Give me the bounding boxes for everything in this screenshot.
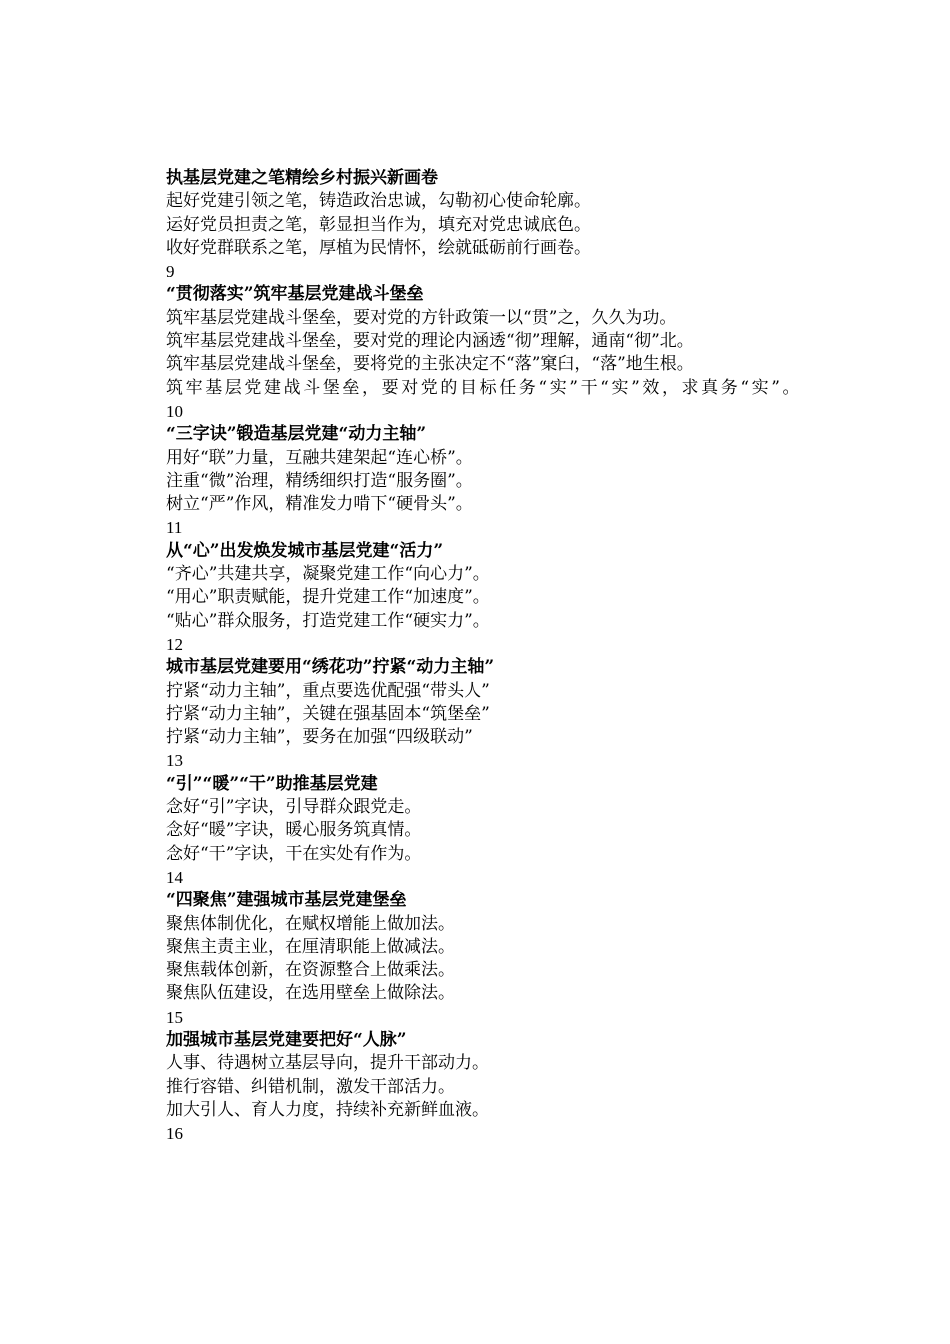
section-title: 城市基层党建要用“绣花功”拧紧“动力主轴” bbox=[166, 657, 495, 678]
section-line: 念好“引”字诀，引导群众跟党走。 bbox=[166, 797, 422, 818]
section-line: 筑牢基层党建战斗堡垒，要对党的理论内涵透“彻”理解，通南“彻”北。 bbox=[166, 331, 694, 352]
section-line: 起好党建引领之笔，铸造政治忠诚，勾勒初心使命轮廓。 bbox=[166, 191, 591, 212]
section-line: 聚焦体制优化，在赋权增能上做加法。 bbox=[166, 913, 455, 934]
section-line: 拧紧“动力主轴”，重点要选优配强“带头人” bbox=[166, 680, 490, 701]
section-title: 执基层党建之笔精绘乡村振兴新画卷 bbox=[166, 168, 438, 188]
section-line: “贴心”群众服务，打造党建工作“硬实力”。 bbox=[166, 610, 490, 631]
section-line: 加大引人、育人力度，持续补充新鲜血液。 bbox=[166, 1099, 489, 1120]
section-title: 加强城市基层党建要把好“人脉” bbox=[166, 1029, 407, 1050]
section-line: 念好“暖”字诀，暖心服务筑真情。 bbox=[166, 820, 422, 841]
section-title: “三字诀”锻造基层党建“动力主轴” bbox=[166, 424, 427, 445]
section-line: 筑牢基层党建战斗堡垒，要对党的方针政策一以“贯”之，久久为功。 bbox=[166, 307, 677, 328]
section-line: 用好“联”力量，互融共建架起“连心桥”。 bbox=[166, 447, 473, 468]
section-number: 9 bbox=[166, 262, 175, 282]
section-line: 筑牢基层党建战斗堡垒，要将党的主张决定不“落”窠臼，“落”地生根。 bbox=[166, 354, 694, 375]
section-line: 运好党员担责之笔，彰显担当作为，填充对党忠诚底色。 bbox=[166, 214, 591, 235]
section-number: 12 bbox=[166, 634, 183, 654]
section-number: 11 bbox=[166, 518, 183, 538]
section-line: 念好“干”字诀，干在实处有作为。 bbox=[166, 843, 422, 864]
section-line: “齐心”共建共享，凝聚党建工作“向心力”。 bbox=[166, 564, 490, 585]
section-line: 收好党群联系之笔，厚植为民情怀，绘就砥砺前行画卷。 bbox=[166, 237, 591, 258]
section-line: 人事、待遇树立基层导向，提升干部动力。 bbox=[166, 1053, 489, 1074]
section-title: “贯彻落实”筑牢基层党建战斗堡垒 bbox=[166, 284, 424, 305]
section-number: 10 bbox=[166, 401, 183, 421]
section-wrapped-line: 筑牢基层党建战斗堡垒，要对党的目标任务“实”干“实”效，求真务“实”。 bbox=[166, 377, 803, 398]
section-line: 推行容错、纠错机制，激发干部活力。 bbox=[166, 1076, 455, 1097]
section-line: 注重“微”治理，精绣细织打造“服务圈”。 bbox=[166, 470, 473, 491]
section-number: 14 bbox=[166, 867, 183, 887]
section-line: 拧紧“动力主轴”，要务在加强“四级联动” bbox=[166, 727, 473, 748]
section-line: 树立“严”作风，精准发力啃下“硬骨头”。 bbox=[166, 494, 473, 515]
section-number: 16 bbox=[166, 1124, 183, 1144]
section-line: “用心”职责赋能，提升党建工作“加速度”。 bbox=[166, 587, 490, 608]
document-body bbox=[127, 167, 837, 1145]
section-line: 拧紧“动力主轴”，关键在强基固本“筑堡垒” bbox=[166, 703, 490, 724]
section-line: 聚焦队伍建设，在选用壁垒上做除法。 bbox=[166, 983, 455, 1004]
section-number: 13 bbox=[166, 751, 183, 771]
section-number: 15 bbox=[166, 1007, 183, 1027]
section-title: “四聚焦”建强城市基层党建堡垒 bbox=[166, 890, 407, 911]
section-line: 聚焦载体创新，在资源整合上做乘法。 bbox=[166, 960, 455, 981]
section-title: 从“心”出发焕发城市基层党建“活力” bbox=[166, 540, 444, 561]
section-title: “引”“暖”“干”助推基层党建 bbox=[166, 773, 378, 794]
section-line: 聚焦主责主业，在厘清职能上做减法。 bbox=[166, 936, 455, 957]
